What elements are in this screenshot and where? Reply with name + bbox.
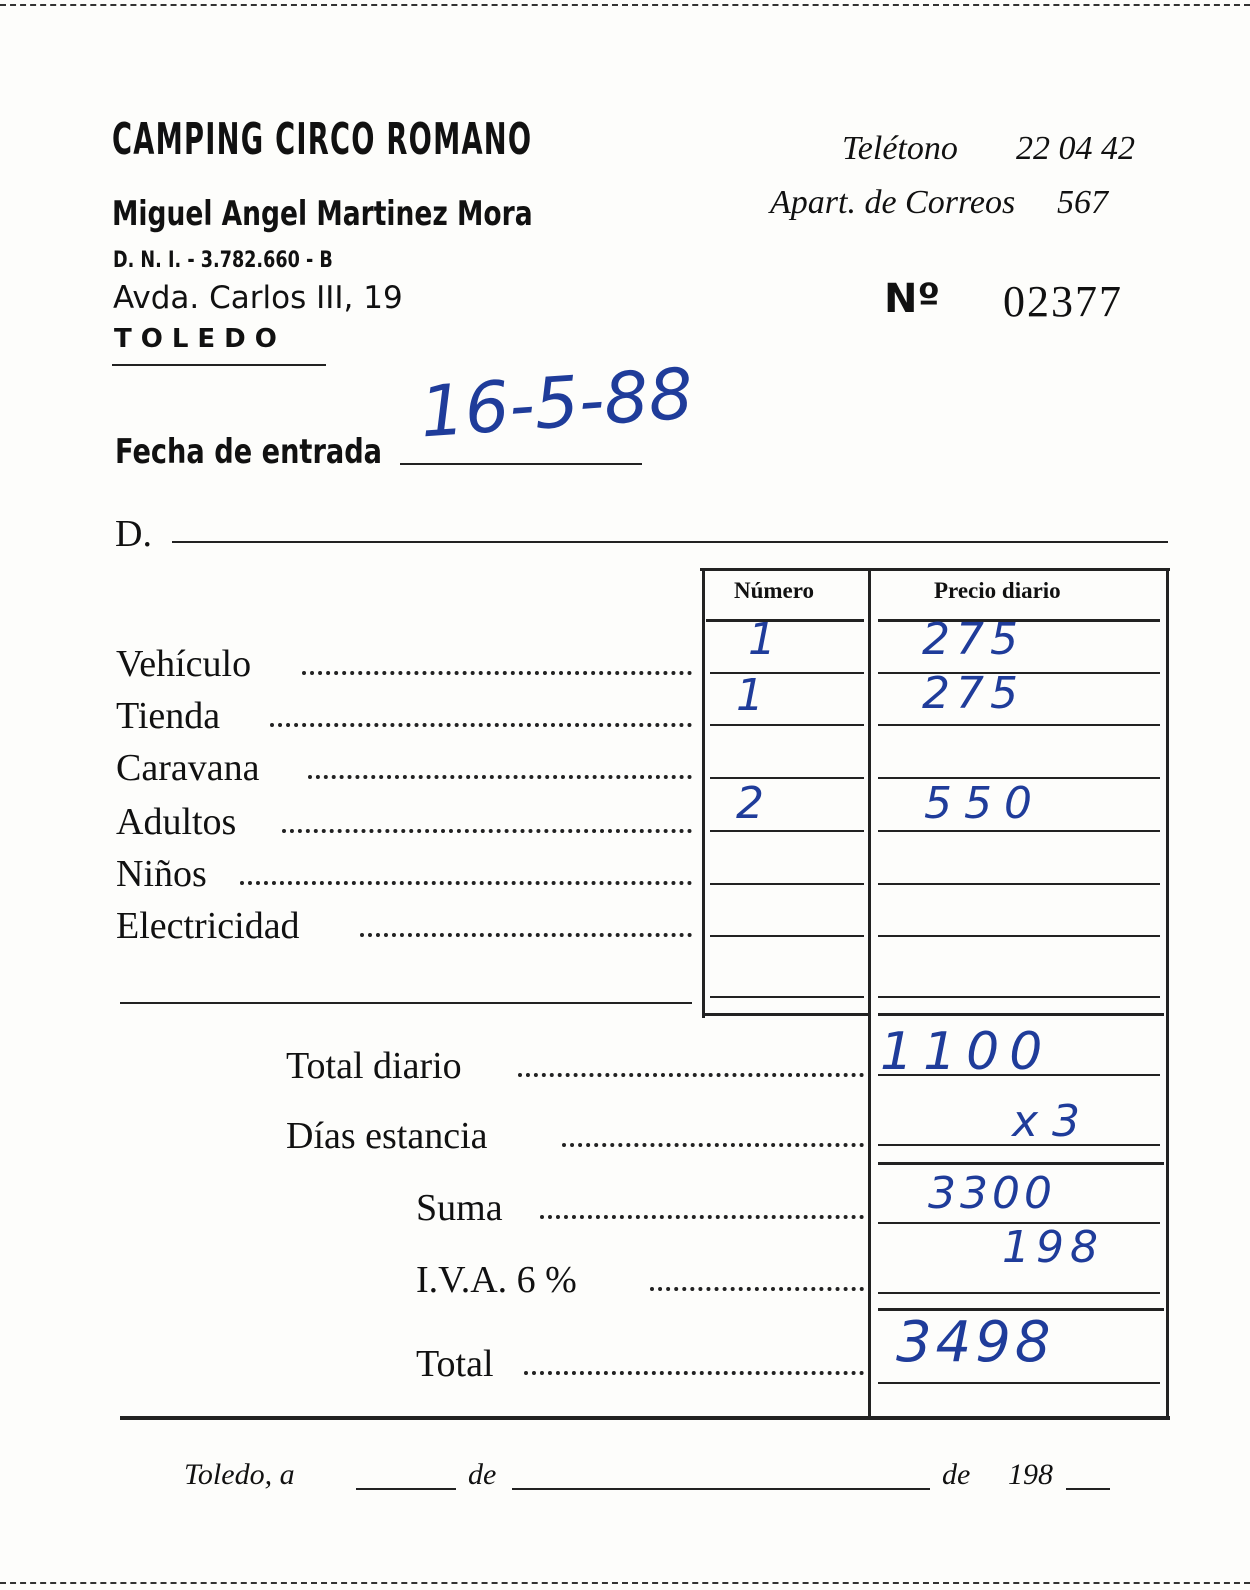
leader-dots bbox=[540, 1215, 864, 1219]
total-label: Total bbox=[416, 1343, 494, 1385]
leader-dots bbox=[302, 671, 692, 675]
row-rule bbox=[878, 996, 1160, 998]
dni-number: D. N. I. - 3.782.660 - B bbox=[113, 248, 333, 273]
footer-day-line bbox=[356, 1488, 456, 1490]
footer-year: 198 bbox=[1008, 1458, 1053, 1491]
entry-date-value: 16-5-88 bbox=[417, 352, 696, 454]
row-rule bbox=[710, 883, 864, 885]
entry-date-label: Fecha de entrada bbox=[115, 432, 383, 472]
company-name: CAMPING CIRCO ROMANO bbox=[112, 114, 533, 165]
leader-dots bbox=[360, 933, 692, 937]
row-rule bbox=[878, 883, 1160, 885]
sum-label: Suma bbox=[416, 1187, 503, 1229]
mailbox-label: Apart. de Correos bbox=[770, 184, 1016, 221]
leader-dots bbox=[240, 881, 692, 885]
sum-top-rule bbox=[878, 1162, 1164, 1165]
table-bottom-number bbox=[702, 1013, 868, 1016]
leader-dots bbox=[308, 775, 692, 779]
vat-value: 198 bbox=[1002, 1222, 1104, 1273]
footer-de-year: de bbox=[942, 1458, 971, 1491]
sum-value: 3300 bbox=[928, 1168, 1056, 1219]
total-rule bbox=[878, 1292, 1160, 1294]
perforation-bottom bbox=[0, 1582, 1250, 1584]
leader-dots bbox=[524, 1371, 864, 1375]
row-label-caravana: Caravana bbox=[116, 747, 260, 789]
daily-total-label: Total diario bbox=[286, 1045, 462, 1087]
city-underline bbox=[112, 364, 326, 366]
row-label-tienda: Tienda bbox=[116, 695, 221, 737]
total-value: 3498 bbox=[896, 1310, 1055, 1375]
receipt-number-label: Nº bbox=[884, 276, 941, 322]
vehiculo-number: 1 bbox=[748, 614, 776, 665]
receipt-number: 02377 bbox=[1003, 277, 1123, 326]
row-rule bbox=[710, 672, 864, 674]
city: TOLEDO bbox=[114, 324, 286, 354]
row-rule bbox=[878, 724, 1160, 726]
row-label-adultos: Adultos bbox=[116, 801, 237, 843]
owner-name: Miguel Angel Martinez Mora bbox=[112, 194, 533, 234]
days-label: Días estancia bbox=[286, 1115, 488, 1157]
perforation-top bbox=[0, 4, 1250, 6]
totals-top-rule bbox=[878, 1013, 1164, 1016]
table-left-border bbox=[702, 568, 705, 1018]
row-label-ninos: Niños bbox=[116, 853, 207, 895]
vehiculo-price: 275 bbox=[922, 614, 1024, 665]
row-rule bbox=[710, 935, 864, 937]
footer-de-month: de bbox=[468, 1458, 497, 1491]
leader-dots bbox=[270, 723, 692, 727]
table-top-border bbox=[700, 568, 1170, 571]
row-rule bbox=[710, 777, 864, 779]
blank-row-rule bbox=[120, 1002, 692, 1004]
entry-date-line bbox=[400, 463, 642, 465]
row-label-vehiculo: Vehículo bbox=[116, 643, 252, 685]
footer-year-line bbox=[1066, 1488, 1110, 1490]
row-rule bbox=[878, 830, 1160, 832]
leader-dots bbox=[650, 1287, 864, 1291]
vat-label: I.V.A. 6 % bbox=[416, 1259, 577, 1301]
phone-label: Telétono bbox=[842, 130, 958, 167]
table-mid-border bbox=[868, 570, 871, 1416]
daily-total-value: 1100 bbox=[880, 1022, 1053, 1082]
mailbox-value: 567 bbox=[1057, 184, 1108, 221]
tienda-number: 1 bbox=[736, 670, 764, 721]
column-header-number: Número bbox=[734, 578, 815, 603]
column-header-price: Precio diario bbox=[934, 578, 1061, 603]
adultos-price: 550 bbox=[924, 778, 1044, 829]
row-rule bbox=[878, 935, 1160, 937]
row-rule bbox=[710, 724, 864, 726]
leader-dots bbox=[562, 1143, 864, 1147]
row-label-electricidad: Electricidad bbox=[116, 905, 300, 947]
address: Avda. Carlos III, 19 bbox=[113, 280, 403, 316]
tienda-price: 275 bbox=[922, 668, 1024, 719]
phone-value: 22 04 42 bbox=[1016, 130, 1135, 167]
bottom-rule bbox=[120, 1416, 1170, 1420]
leader-dots bbox=[282, 829, 692, 833]
total-rule bbox=[878, 1382, 1160, 1384]
header-rule-number bbox=[706, 619, 864, 622]
adultos-number: 2 bbox=[736, 778, 764, 829]
row-rule bbox=[710, 830, 864, 832]
footer-place: Toledo, a bbox=[184, 1458, 295, 1491]
table-right-border bbox=[1166, 568, 1169, 1416]
days-value: x 3 bbox=[1012, 1096, 1081, 1147]
footer-month-line bbox=[512, 1488, 930, 1490]
customer-label: D. bbox=[115, 513, 152, 555]
leader-dots bbox=[518, 1073, 864, 1077]
customer-line bbox=[172, 541, 1168, 543]
row-rule bbox=[710, 996, 864, 998]
